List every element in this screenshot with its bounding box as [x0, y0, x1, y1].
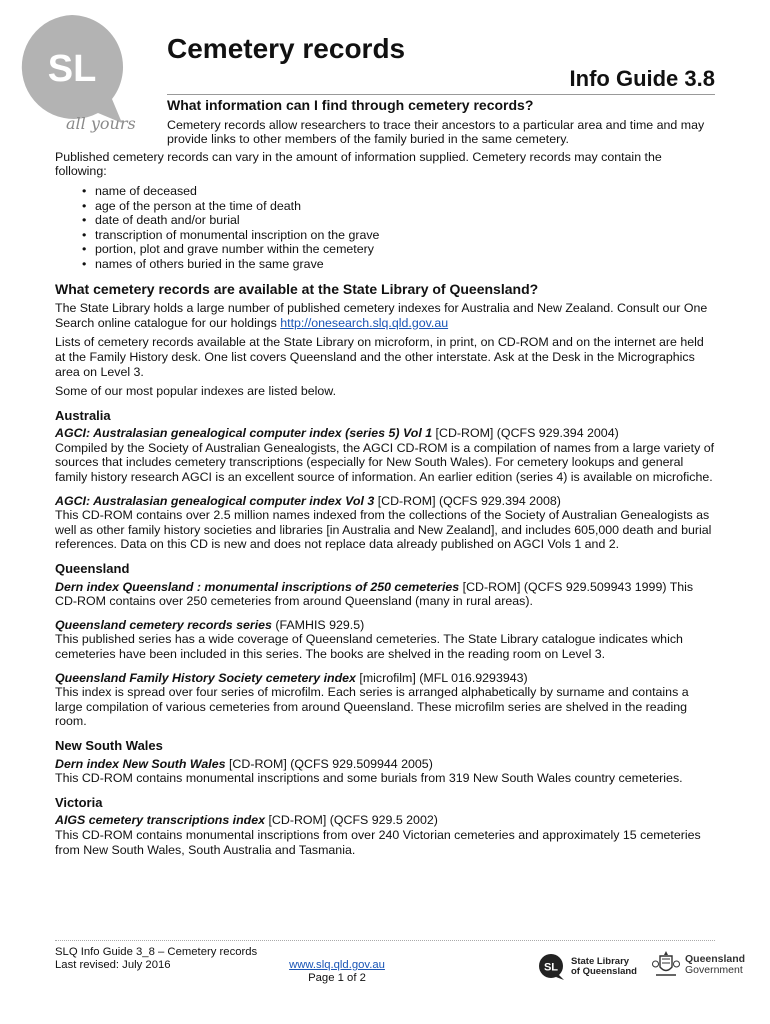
slq-badge-text: SL [543, 961, 559, 974]
entry-title: Queensland cemetery records series [55, 617, 272, 632]
entry-ref: (FAMHIS 929.5) [271, 617, 365, 632]
guide-number: Info Guide 3.8 [569, 66, 715, 91]
info-bullet-list [55, 184, 715, 272]
entry-ref: [CD-ROM] (QCFS 929.394 2008) [374, 493, 561, 508]
entry [55, 813, 715, 857]
page-title: Cemetery records [167, 33, 406, 64]
entry-desc: This index is spread over four series of microfilm. Each series is arranged alphabetically by surname and contains a large compilation of various cemeteries from around Queensland. These microfilm series are shelved in the reading room. [55, 685, 689, 729]
list-item: • names of others buried in the same grave [95, 257, 715, 272]
qld-name-line1: Queensland [685, 953, 746, 965]
region-heading-nsw: New South Wales [55, 737, 163, 753]
region-heading-queensland: Queensland [55, 561, 130, 577]
section2-p1-text: The State Library holds a large number of published cemetery indexes for Australia and New Zealand. Consult our One Search online catalogue for our holdings [55, 301, 708, 330]
header-divider [167, 94, 715, 95]
section2-p3: Some of our most popular indexes are listed below. [55, 384, 337, 399]
entry-title: AIGS cemetery transcriptions index [55, 813, 266, 828]
onesearch-link[interactable]: http://onesearch.slq.qld.gov.au [280, 315, 449, 330]
entry-ref: [microfilm] (MFL 016.9293943) [355, 670, 528, 685]
entry [55, 580, 715, 609]
entry-title: Dern index New South Wales [55, 756, 226, 771]
entry-ref: [CD-ROM] (QCFS 929.5 2002) [265, 813, 438, 828]
slq-name-line1: State Library [571, 956, 630, 967]
list-item: • name of deceased [95, 184, 715, 199]
entry-desc: This CD-ROM contains monumental inscriptions from over 240 Victorian cemeteries and approximately 15 cemeteries from New South Wales, South Australia and Tasmania. [55, 827, 701, 857]
entry [55, 671, 715, 729]
footer-center [287, 959, 387, 985]
entry [55, 426, 715, 484]
list-item: • date of death and/or burial [95, 213, 715, 228]
footer-guide-name: SLQ Info Guide 3_8 – Cemetery records [55, 946, 258, 958]
section2-p2: Lists of cemetery records available at the State Library on microform, in print, on CD-ROM and on the internet are held at the Family History desk. One list covers Queensland and the other interstate. Ask at the Desk in the Micrographics area on Level 3. [55, 335, 704, 379]
entry-title: Queensland Family History Society cemetery index [55, 670, 356, 685]
footer [55, 940, 746, 984]
qld-name-line2: Government [685, 964, 743, 976]
list-item: • portion, plot and grave number within the cemetery [95, 242, 715, 257]
region-heading-victoria: Victoria [55, 794, 103, 810]
entry-ref: [CD-ROM] (QCFS 929.394 2004) [432, 426, 619, 441]
entry-title: AGCI: Australasian genealogical computer index (series 5) Vol 1 [55, 426, 433, 441]
entry-desc: Compiled by the Society of Australian Genealogists, the AGCI CD-ROM is a compilation of names from a large variety of sources that includes cemetery transcriptions (especially for New South Wales). For cemetery lookups and general family history research AGCI is an excellent source of information. An earlier edition (series 4) is available on microfiche. [55, 440, 715, 485]
page-number: Page 1 of 2 [308, 972, 366, 984]
entry [55, 494, 715, 552]
slq-badge-icon [538, 953, 566, 981]
tagline: all yours [66, 114, 136, 133]
footer-revised: Last revised: July 2016 [55, 959, 171, 971]
entry-desc: This CD-ROM contains over 250 cemeteries from around Queensland (many in rural areas). [55, 579, 694, 609]
state-library-logo [538, 953, 637, 981]
entry-desc: This published series has a wide coverage of Queensland cemeteries. The State Library catalogue indicates which cemeteries have been included in this series. The books are shelved in the reading room on Level 3. [55, 632, 683, 661]
main-content [55, 98, 715, 866]
list-item: • transcription of monumental inscription on the grave [95, 228, 715, 243]
entry-title: AGCI: Australasian genealogical computer index Vol 3 [55, 493, 375, 508]
slq-logo-text [571, 957, 637, 977]
section2-p1 [55, 301, 715, 330]
qld-logo-text [685, 954, 745, 976]
entry [55, 757, 715, 786]
queensland-government-logo [651, 950, 745, 980]
section1-para: Published cemetery records can vary in the amount of information supplied. Cemetery records may contain the following: [55, 149, 662, 179]
section2-heading: What cemetery records are available at the State Library of Queensland? [55, 280, 539, 297]
entry-ref: [CD-ROM] (QCFS 929.509944 2005) [225, 756, 433, 771]
logo-text: SL [47, 48, 97, 90]
list-item: • age of the person at the time of death [95, 199, 715, 214]
entry-ref: [CD-ROM] (QCFS 929.509943 1999) [459, 579, 667, 594]
section1-intro: Cemetery records allow researchers to trace their ancestors to a particular area and time and may provide links to other members of the family buried in the same cemetery. [167, 117, 705, 147]
section1-heading: What information can I find through cemetery records? [167, 97, 534, 113]
coat-of-arms-icon [651, 950, 681, 980]
entry [55, 618, 715, 662]
region-heading-australia: Australia [55, 407, 111, 423]
entry-desc: This CD-ROM contains over 2.5 million names indexed from the collections of the Society of Australian Genealogists as well as other family history societies and libraries [in Australia and New Zealand], and includes 605,000 death and burial references. Data on this CD is new and does not replace data already published on AGCI Vols 1 and 2. [55, 508, 712, 552]
slq-name-line2: of Queensland [571, 966, 637, 977]
footer-website-link[interactable]: www.slq.qld.gov.au [289, 959, 385, 971]
entry-title: Dern index Queensland : monumental inscriptions of 250 cemeteries [55, 579, 460, 594]
entry-desc: This CD-ROM contains monumental inscriptions and some burials from 319 New South Wales country cemeteries. [55, 771, 683, 786]
